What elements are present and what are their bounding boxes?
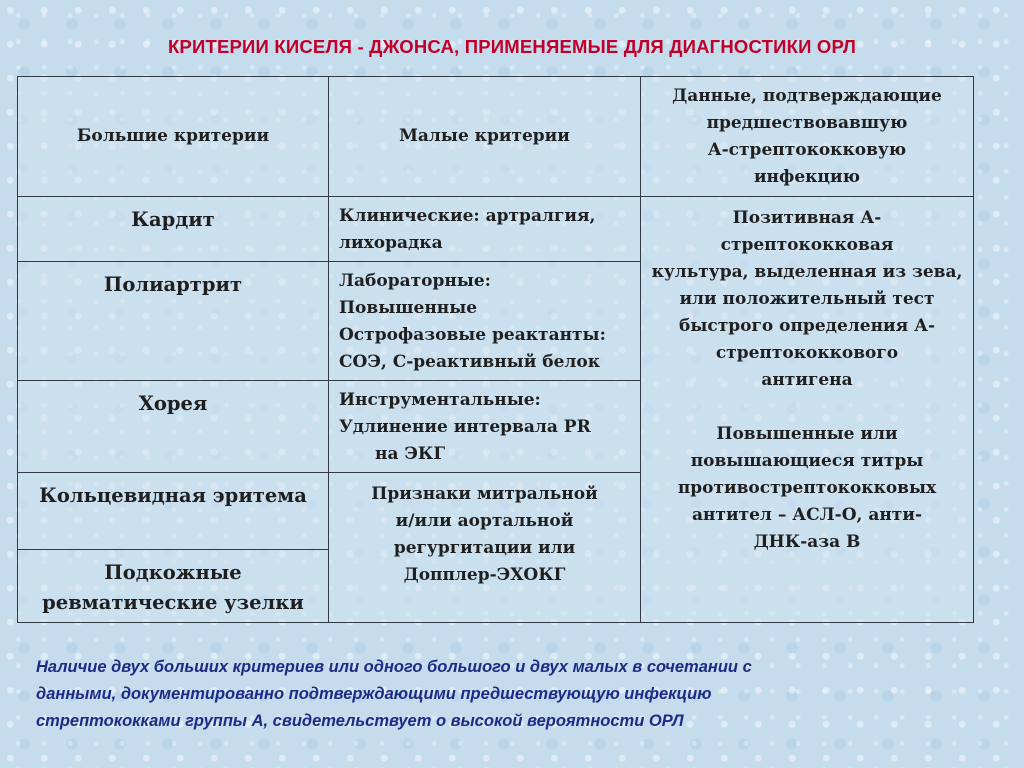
footnote — [36, 654, 986, 735]
text-line: регургитации или — [393, 538, 576, 558]
text-line: СОЭ, С-реактивный белок — [339, 352, 601, 372]
footnote-line: стрептококками группы А, свидетельствует о высокой вероятности ОРЛ — [36, 712, 684, 730]
text-line: лихорадка — [339, 233, 443, 253]
header-row — [18, 77, 974, 197]
header-evidence — [641, 77, 974, 197]
text-line: стрептококковая — [720, 235, 894, 255]
minor-criterion-instrumental — [329, 381, 641, 473]
footnote-line: данными, документированно подтверждающими предшествующую инфекцию — [36, 685, 712, 703]
text-line: антител – АСЛ-О, анти- — [691, 505, 923, 525]
text-line: или положительный тест — [679, 289, 935, 309]
text-line: Признаки митральной — [371, 484, 598, 504]
text-line: Подкожные — [104, 561, 242, 584]
header-evidence-line: А-стрептококковую — [707, 139, 907, 160]
spacer — [641, 394, 973, 421]
header-evidence-line: предшествовавшую — [706, 112, 908, 133]
text-line: культура, выделенная из зева, — [651, 262, 963, 282]
text-line: Лабораторные: — [339, 271, 491, 291]
text-line: Острофазовые реактанты: — [339, 325, 606, 345]
major-criterion-erythema: Кольцевидная эритема — [18, 473, 329, 550]
text-line: стрептококкового — [715, 343, 899, 363]
major-criterion-nodules — [18, 550, 329, 623]
minor-criterion-clinical — [329, 197, 641, 262]
text-line: антигена — [761, 370, 853, 390]
text-line: ДНК-аза В — [753, 532, 861, 552]
major-criterion-carditis: Кардит — [18, 197, 329, 262]
header-evidence-line: инфекцию — [753, 166, 861, 187]
text-line: Позитивная А- — [732, 208, 882, 228]
major-criterion-chorea: Хорея — [18, 381, 329, 473]
text-line: противострептококковых — [677, 478, 937, 498]
major-criterion-polyarthritis: Полиартрит — [18, 262, 329, 381]
text-line: повышающиеся титры — [690, 451, 924, 471]
text-line: на ЭКГ — [375, 444, 446, 464]
text-line: Допплер-ЭХОКГ — [403, 565, 566, 585]
header-major: Большие критерии — [18, 77, 329, 197]
minor-criterion-echo — [329, 473, 641, 623]
text-line: ревматические узелки — [42, 591, 304, 614]
slide-title: КРИТЕРИИ КИСЕЛЯ - ДЖОНСА, ПРИМЕНЯЕМЫЕ ДЛЯ ДИАГНОСТИКИ ОРЛ — [167, 36, 857, 57]
footnote-line: Наличие двух больших критериев или одного большого и двух малых в сочетании с — [36, 658, 752, 676]
text-line: Повышенные — [339, 298, 478, 318]
criteria-table — [17, 76, 974, 623]
table-row — [18, 197, 974, 262]
minor-criterion-lab — [329, 262, 641, 381]
text-line: быстрого определения А- — [678, 316, 936, 336]
header-minor: Малые критерии — [329, 77, 641, 197]
text-line: Повышенные или — [716, 424, 898, 444]
evidence-cell — [641, 197, 974, 623]
text-line: Клинические: артралгия, — [339, 206, 596, 226]
header-evidence-line: Данные, подтверждающие — [672, 85, 942, 106]
text-line: и/или аортальной — [395, 511, 574, 531]
text-line: Инструментальные: — [339, 390, 541, 410]
text-line: Удлинение интервала PR — [339, 417, 591, 437]
